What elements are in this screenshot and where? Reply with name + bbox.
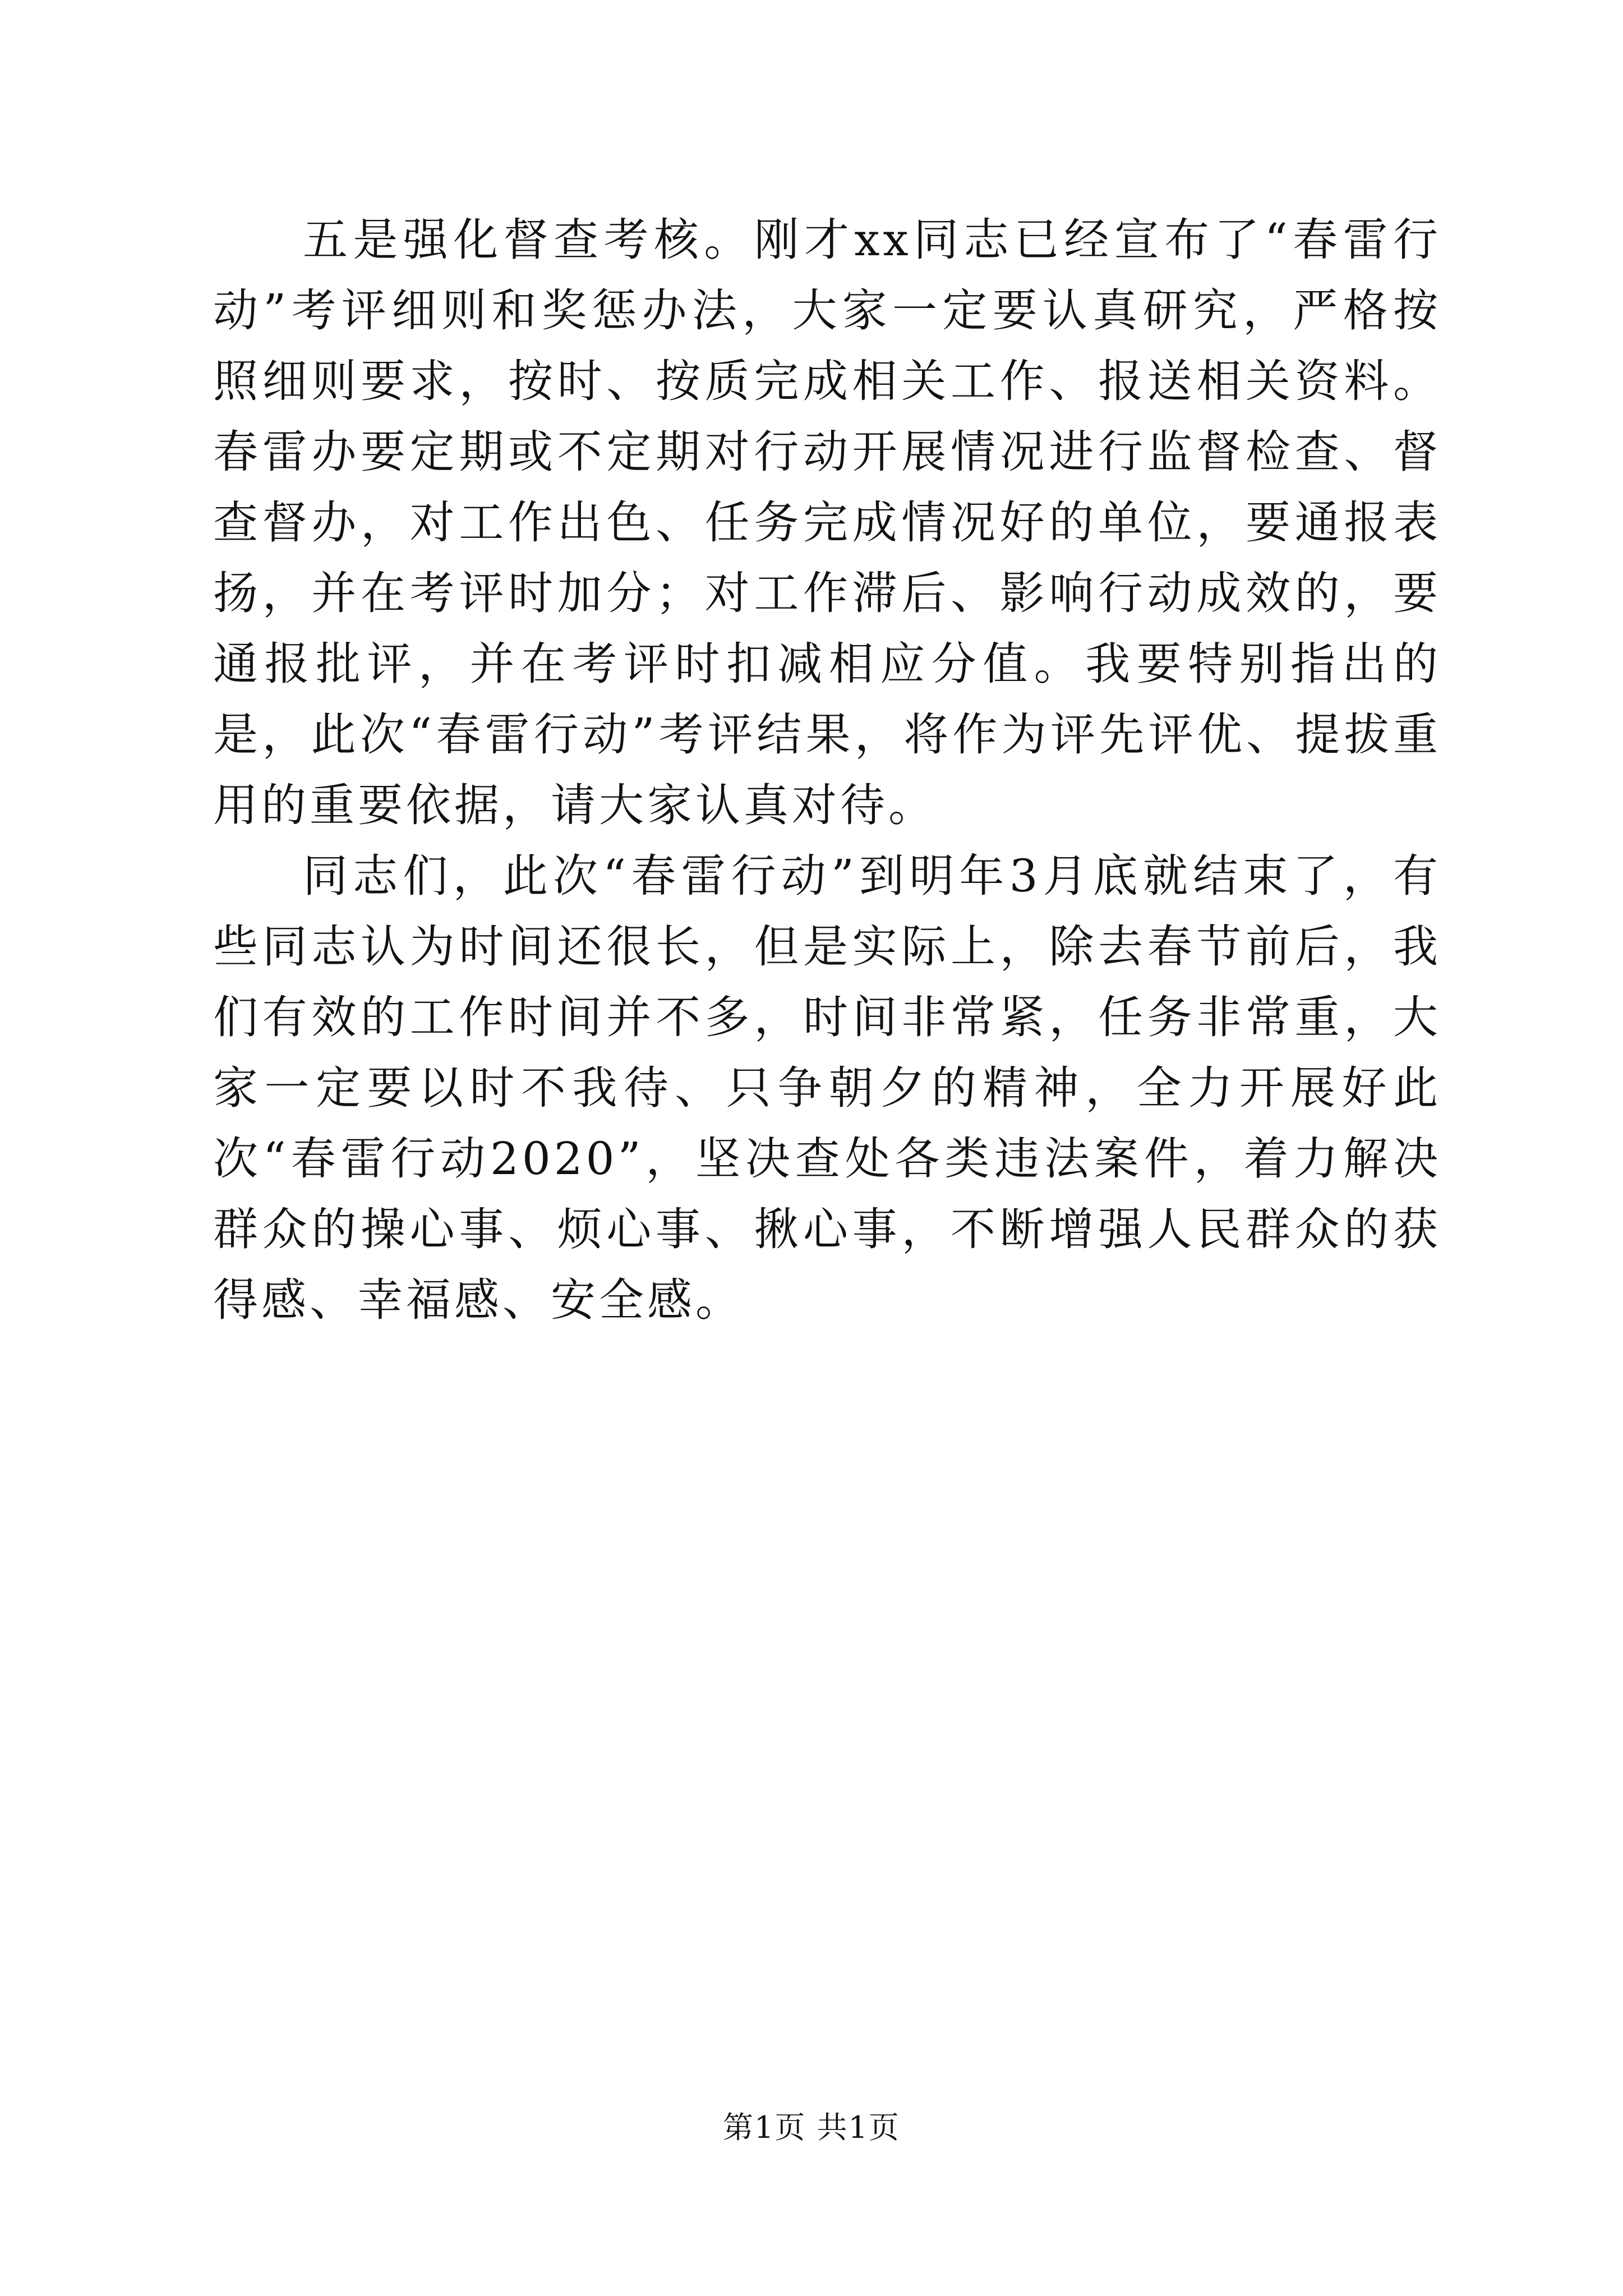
- page-number-current: 第1页: [723, 2110, 806, 2145]
- page-footer: [0, 2108, 1623, 2147]
- page-number-total: 共1页: [817, 2110, 900, 2145]
- paragraph-closing: 同志们，此次“春雷行动”到明年3月底就结束了，有些同志认为时间还很长，但是实际上，除去春节前后，我们有效的工作时间并不多，时间非常紧，任务非常重，大家一定要以时不我待、只争朝夕的精神，全力开展好此次“春雷行动2020”，坚决查处各类违法案件，着力解决群众的操心事、烦心事、揪心事，不断增强人民群众的获得感、幸福感、安全感。: [213, 850, 1441, 1326]
- paragraph-supervision: 五是强化督查考核。刚才xx同志已经宣布了“春雷行动”考评细则和奖惩办法，大家一定要认真研究，严格按照细则要求，按时、按质完成相关工作、报送相关资料。春雷办要定期或不定期对行动开展情况进行监督检查、督查督办，对工作出色、任务完成情况好的单位，要通报表扬，并在考评时加分；对工作滞后、影响行动成效的，要通报批评，并在考评时扣减相应分值。我要特别指出的是，此次“春雷行动”考评结果，将作为评先评优、提拔重用的重要依据，请大家认真对待。: [213, 214, 1441, 831]
- document-body: [213, 205, 1441, 1336]
